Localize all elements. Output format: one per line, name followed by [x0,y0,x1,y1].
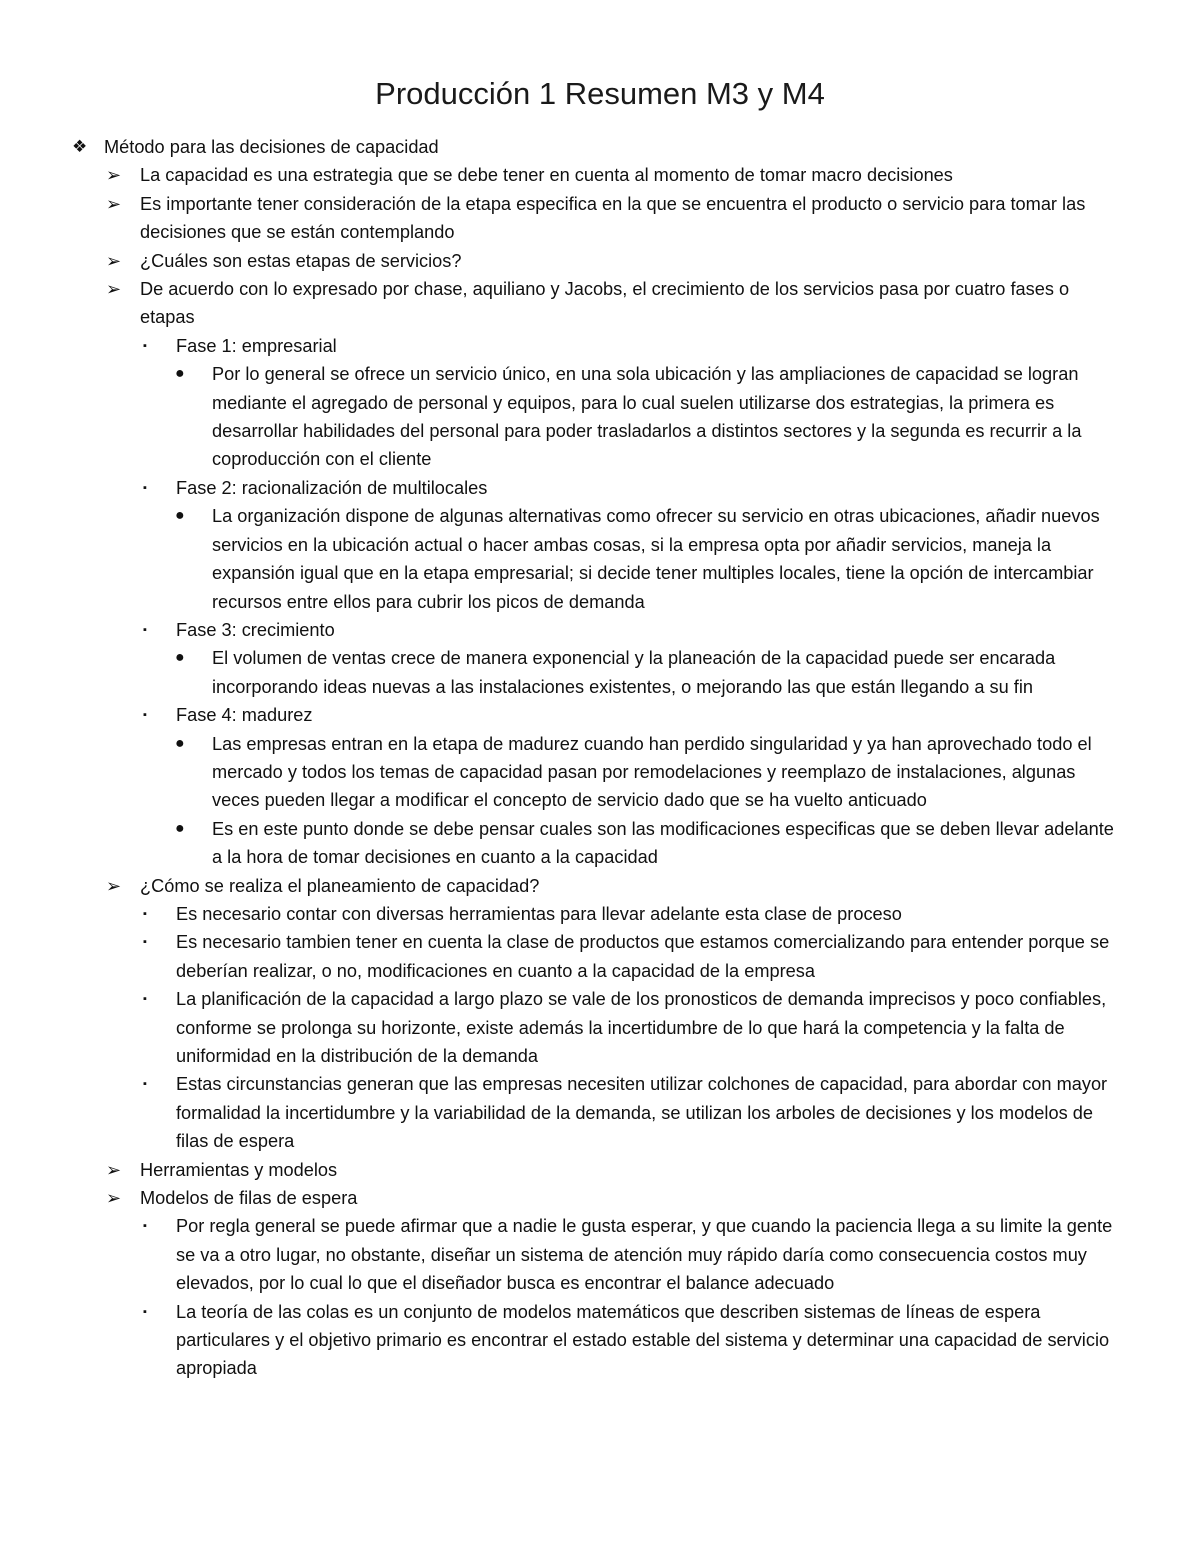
outline-item [0,1070,1200,1155]
outline-item [0,900,1200,928]
square-bullet-icon: ▪ [143,936,147,949]
outline-item-text: La planificación de la capacidad a largo plazo se vale de los pronosticos de demanda imprecisos y poco confiables, conforme se prolonga su horizonte, existe además la incertidumbre de lo que hará la competencia y la falta de uniformidad en la distribución de la demanda [176,989,1107,1066]
arrowhead-bullet-icon: ➢ [106,1188,122,1209]
outline-item-text: Herramientas y modelos [140,1159,338,1180]
outline-item-text: De acuerdo con lo expresado por chase, aquiliano y Jacobs, el crecimiento de los servicios pasa por cuatro fases o etapas [140,279,1070,328]
dot-bullet-icon: ● [175,507,185,525]
outline-item [0,275,1200,332]
outline-item-text: Es en este punto donde se debe pensar cuales son las modificaciones especificas que se deben llevar adelante a la hora de tomar decisiones en cuanto a la capacidad [212,818,1114,868]
square-bullet-icon: ▪ [143,993,147,1006]
outline-item-text: La capacidad es una estrategia que se debe tener en cuenta al momento de tomar macro decisiones [140,165,953,186]
dot-bullet-icon: ● [175,649,185,667]
arrowhead-bullet-icon: ➢ [106,250,122,271]
square-bullet-icon: ▪ [143,709,147,722]
outline-item-text: Modelos de filas de espera [140,1188,358,1209]
outline-item-text: ¿Cómo se realiza el planeamiento de capacidad? [140,875,540,896]
outline-item-text: Las empresas entran en la etapa de madurez cuando han perdido singularidad y ya han aprovechado todo el mercado y todos los temas de capacidad pasan por remodelaciones y reemplazo de instalaciones, algunas veces pueden llegar a modificar el concepto de servicio dado que se ha vuelto anticuado [212,733,1092,811]
diamond-bullet-icon: ❖ [72,137,88,156]
outline-item-text: ¿Cuáles son estas etapas de servicios? [140,250,462,271]
outline-item [0,360,1200,474]
dot-bullet-icon: ● [175,365,185,383]
arrowhead-bullet-icon: ➢ [106,165,122,186]
dot-bullet-icon: ● [175,734,185,752]
page-title: Producción 1 Resumen M3 y M4 [375,76,825,111]
outline-item-text: Es importante tener consideración de la etapa especifica en la que se encuentra el producto o servicio para tomar las decisiones que se están contemplando [140,193,1086,243]
square-bullet-icon: ▪ [143,339,147,352]
outline-item [0,1298,1200,1383]
outline-item [0,190,1200,247]
outline-item-text: Método para las decisiones de capacidad [104,137,439,157]
outline-item [0,872,1200,900]
outline-item [0,247,1200,275]
dot-bullet-icon: ● [175,819,185,837]
square-bullet-icon: ▪ [143,1305,147,1318]
outline-item-text: Fase 4: madurez [176,705,313,726]
bulleted-outline [0,133,1200,1383]
outline-item-text: La organización dispone de algunas alternativas como ofrecer su servicio en otras ubicaciones, añadir nuevos servicios en la ubicación actual o hacer ambas cosas, si la empresa opta por añadir servicios, maneja la expansión igual que en la etapa empresarial; si decide tener multiples locales, tiene la opción de intercambiar recursos entre ellos para cubrir los picos de demanda [212,506,1100,612]
outline-item [0,616,1200,644]
square-bullet-icon: ▪ [143,907,147,920]
outline-item-text: Es necesario contar con diversas herramientas para llevar adelante esta clase de proceso [176,903,902,924]
arrowhead-bullet-icon: ➢ [106,193,122,214]
outline-item-text: Por regla general se puede afirmar que a nadie le gusta esperar, y que cuando la paciencia llega a su limite la gente se va a otro lugar, no obstante, diseñar un sistema de atención muy rápido daría como consecuencia costos muy elevados, por lo cual lo que el diseñador busca es encontrar el balance adecuado [176,1216,1113,1294]
outline-item [0,1156,1200,1184]
outline-item-text: Fase 3: crecimiento [176,619,335,640]
square-bullet-icon: ▪ [143,1078,147,1091]
arrowhead-bullet-icon: ➢ [106,875,122,896]
outline-item [0,928,1200,985]
outline-item [0,332,1200,360]
outline-item [0,701,1200,729]
outline-item [0,985,1200,1070]
outline-item [0,815,1200,872]
outline-item [0,730,1200,815]
outline-item [0,644,1200,701]
outline-item [0,133,1200,161]
outline-item [0,502,1200,616]
square-bullet-icon: ▪ [143,481,147,494]
outline-item-text: La teoría de las colas es un conjunto de modelos matemáticos que describen sistemas de líneas de espera particulares y el objetivo primario es encontrar el estado estable del sistema y determinar una capacidad de servicio apropiada [176,1301,1110,1379]
outline-item [0,474,1200,502]
square-bullet-icon: ▪ [143,1220,147,1233]
outline-item [0,161,1200,189]
outline-item-text: Fase 1: empresarial [176,335,337,356]
outline-item [0,1184,1200,1212]
outline-item-text: Es necesario tambien tener en cuenta la clase de productos que estamos comercializando para entender porque se deberían realizar, o no, modificaciones en cuanto a la capacidad de la empresa [176,932,1110,981]
outline-item-text: Por lo general se ofrece un servicio único, en una sola ubicación y las ampliaciones de capacidad se logran mediante el agregado de personal y equipos, para lo cual suelen utilizarse dos estrategias, la primera es desarrollar habilidades del personal para poder trasladarlos a distintos sectores y la segunda es recurrir a la coproducción con el cliente [212,364,1082,470]
arrowhead-bullet-icon: ➢ [106,1159,122,1180]
square-bullet-icon: ▪ [143,623,147,636]
outline-item-text: Fase 2: racionalización de multilocales [176,477,488,498]
outline-item-text: El volumen de ventas crece de manera exponencial y la planeación de la capacidad puede ser encarada incorporando ideas nuevas a las instalaciones existentes, o mejorando las que están llegando a su fin [212,648,1056,697]
arrowhead-bullet-icon: ➢ [106,279,122,300]
outline-item [0,1212,1200,1297]
outline-item-text: Estas circunstancias generan que las empresas necesiten utilizar colchones de capacidad, para abordar con mayor formalidad la incertidumbre y la variabilidad de la demanda, se utilizan los arboles de decisiones y los modelos de filas de espera [176,1074,1108,1152]
